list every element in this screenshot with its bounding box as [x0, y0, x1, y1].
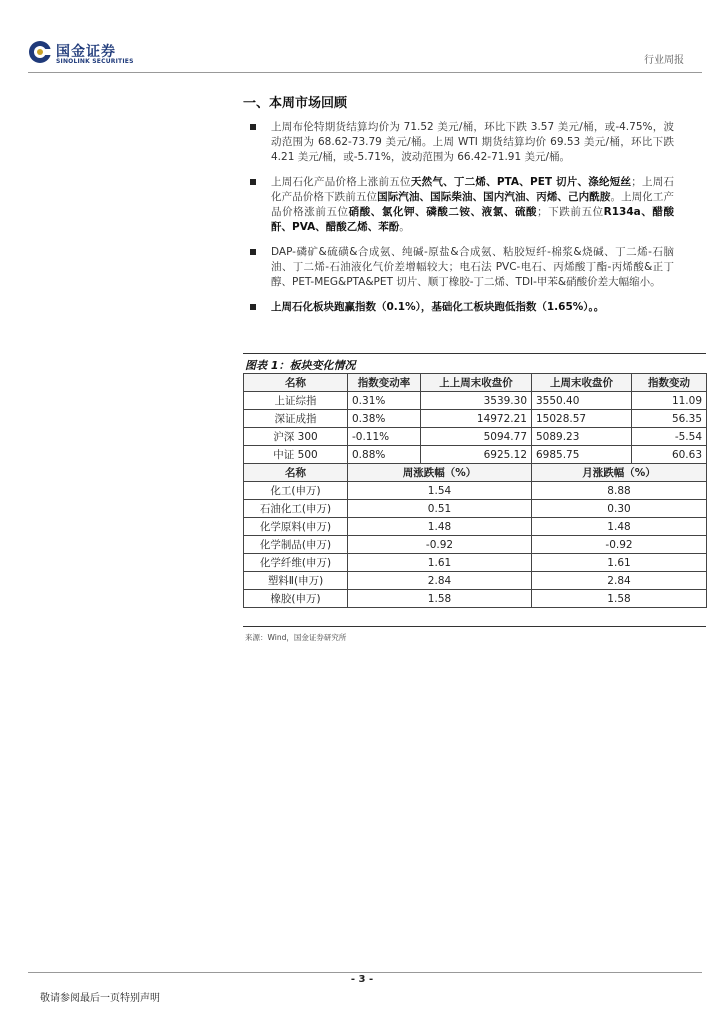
bullet-bold-text: 天然气、丁二烯、PTA、PET 切片、涤纶短丝: [410, 176, 632, 188]
sector-weekly-change: 2.84: [348, 572, 532, 590]
table-header-cell: 上上周末收盘价: [421, 374, 532, 392]
index-prev-close: 5094.77: [421, 428, 532, 446]
table-row: [244, 590, 707, 608]
table-header-cell: 月涨跌幅（%）: [532, 464, 707, 482]
index-prev-close: 3539.30: [421, 392, 532, 410]
table-row: [244, 536, 707, 554]
table-header-cell: 名称: [244, 464, 348, 482]
bullet-text: 上周布伦特期货结算均价为 71.52 美元/桶，环比下跌 3.57 美元/桶，或-4.75%，波动范围为 68.62-73.79 美元/桶。上周 WTI 期货结算均价 69.53 美元/桶，环比下跌 4.21 美元/桶，或-5.71%，波动范围为 66.42-71.91 美元/桶。: [271, 121, 674, 163]
table-header-row: [244, 464, 707, 482]
table-row: [244, 410, 707, 428]
bullet-square-icon: [250, 249, 256, 255]
table-row: [244, 482, 707, 500]
index-change-rate: -0.11%: [348, 428, 421, 446]
bullet-text: 。上周化工产品价格涨前五位: [271, 191, 675, 218]
index-prev-close: 6925.12: [421, 446, 532, 464]
sector-monthly-change: 1.48: [532, 518, 707, 536]
table-header-row: [244, 374, 707, 392]
index-change-rate: 0.88%: [348, 446, 421, 464]
sector-monthly-change: -0.92: [532, 536, 707, 554]
bullet-square-icon: [250, 179, 256, 185]
figure-bottom-rule: [243, 626, 706, 627]
sector-monthly-change: 0.30: [532, 500, 707, 518]
table-row: [244, 428, 707, 446]
index-change: 56.35: [632, 410, 707, 428]
bullet-text: 上周石化产品价格上涨前五位: [271, 176, 411, 188]
table-row: [244, 572, 707, 590]
sector-name: 化学制品(申万): [244, 536, 348, 554]
sector-weekly-change: 0.51: [348, 500, 532, 518]
bullet-item: [250, 175, 674, 235]
index-change: 11.09: [632, 392, 707, 410]
bullet-item: [250, 245, 674, 290]
bullet-item: [250, 120, 674, 165]
index-name: 中证 500: [244, 446, 348, 464]
index-name: 深证成指: [244, 410, 348, 428]
index-last-close: 3550.40: [532, 392, 632, 410]
bullet-text: ；上周石化产品价格下跌前五位: [271, 176, 675, 203]
sector-name: 化工(申万): [244, 482, 348, 500]
sector-name: 橡胶(申万): [244, 590, 348, 608]
brand-name-cn: 国金证券: [56, 44, 116, 60]
sector-monthly-change: 2.84: [532, 572, 707, 590]
sector-weekly-change: 1.48: [348, 518, 532, 536]
index-last-close: 15028.57: [532, 410, 632, 428]
bullet-text: DAP-磷矿&硫磺&合成氨、纯碱-原盐&合成氨、粘胶短纤-棉浆&烧碱、丁二烯-石脑油、丁二烯-石油液化气价差增幅较大；电石法 PVC-电石、丙烯酸丁酯-丙烯酸&正丁醇、PET-MEG&PTA&PET 切片、顺丁橡胶-丁二烯、TDI-甲苯&硝酸价差大幅缩小。: [271, 246, 674, 288]
index-change: -5.54: [632, 428, 707, 446]
sector-weekly-change: 1.61: [348, 554, 532, 572]
index-last-close: 6985.75: [532, 446, 632, 464]
header-divider: [28, 72, 702, 73]
bullet-list: [250, 120, 674, 325]
index-prev-close: 14972.21: [421, 410, 532, 428]
bullet-bold-text: R134a、醋酸酐、PVA、醋酸乙烯、苯酚: [271, 206, 675, 233]
figure-top-rule: [243, 353, 706, 354]
index-name: 上证综指: [244, 392, 348, 410]
table-header-cell: 周涨跌幅（%）: [348, 464, 532, 482]
index-change-rate: 0.38%: [348, 410, 421, 428]
sinolink-logo-icon: [28, 40, 52, 64]
bullet-text: ；下跌前五位: [537, 206, 604, 218]
table-header-cell: 名称: [244, 374, 348, 392]
disclaimer-link[interactable]: 敬请参阅最后一页特别声明: [40, 993, 160, 1004]
table-row: [244, 446, 707, 464]
figure-title: 图表 1：板块变化情况: [245, 359, 356, 372]
page-number: - 3 -: [350, 974, 374, 985]
sector-name: 石油化工(申万): [244, 500, 348, 518]
bullet-square-icon: [250, 124, 256, 130]
bullet-square-icon: [250, 304, 256, 310]
sector-monthly-change: 1.58: [532, 590, 707, 608]
table-row: [244, 518, 707, 536]
table-row: [244, 500, 707, 518]
index-change-rate: 0.31%: [348, 392, 421, 410]
table-row: [244, 392, 707, 410]
index-change: 60.63: [632, 446, 707, 464]
index-name: 沪深 300: [244, 428, 348, 446]
sector-weekly-change: 1.58: [348, 590, 532, 608]
report-type: 行业周报: [644, 55, 684, 66]
bullet-bold-text: 上周石化板块跑赢指数（0.1%），基础化工板块跑低指数（1.65%）。。: [271, 301, 605, 313]
table-row: [244, 554, 707, 572]
brand-name-en: SINOLINK SECURITIES: [56, 58, 134, 65]
bullet-bold-text: 硝酸、氯化钾、磷酸二铵、液氯、硫酸: [348, 206, 538, 218]
figure-source: 来源：Wind，国金证券研究所: [245, 633, 347, 642]
footer-divider: [28, 972, 702, 973]
table-header-cell: 指数变动率: [348, 374, 421, 392]
sector-weekly-change: 1.54: [348, 482, 532, 500]
table-header-cell: 指数变动: [632, 374, 707, 392]
sector-monthly-change: 1.61: [532, 554, 707, 572]
sector-name: 化学纤维(申万): [244, 554, 348, 572]
bullet-bold-text: 国际汽油、国际柴油、国内汽油、丙烯、己内酰胺: [377, 191, 611, 203]
section-title: 一、本周市场回顾: [243, 96, 348, 111]
sector-change-table: [243, 373, 707, 608]
sector-name: 化学原料(申万): [244, 518, 348, 536]
sector-name: 塑料Ⅱ(申万): [244, 572, 348, 590]
sector-monthly-change: 8.88: [532, 482, 707, 500]
bullet-item: [250, 300, 674, 315]
table-header-cell: 上周末收盘价: [532, 374, 632, 392]
sector-weekly-change: -0.92: [348, 536, 532, 554]
index-last-close: 5089.23: [532, 428, 632, 446]
bullet-text: 。: [399, 221, 410, 233]
